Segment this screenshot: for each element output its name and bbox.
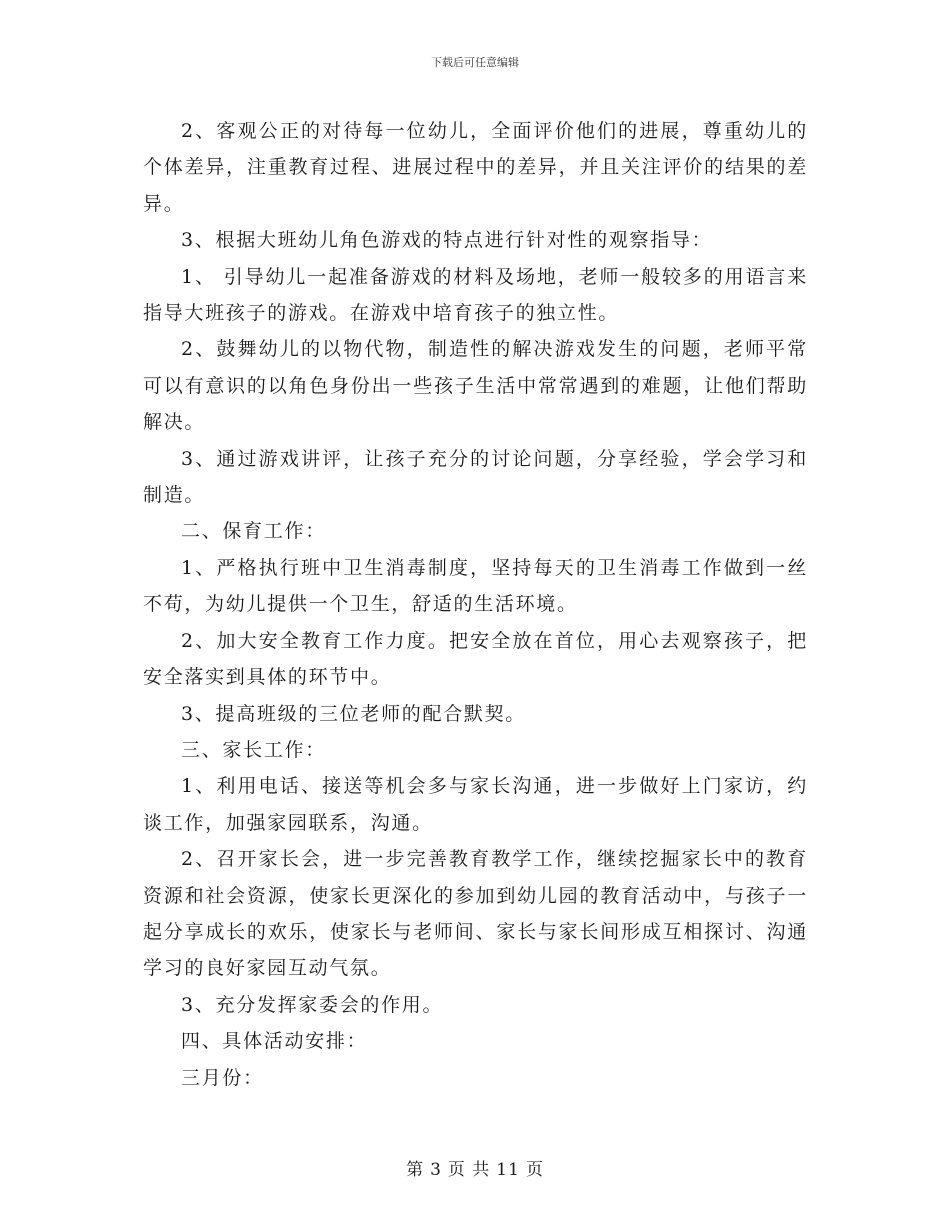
paragraph: 3、提高班级的三位老师的配合默契。 [181, 702, 526, 725]
section-heading: 二、保育工作： [181, 520, 326, 543]
page-number: 3 [430, 1160, 442, 1180]
page-footer [0, 1155, 950, 1180]
paragraph: 3、根据大班幼儿角色游戏的特点进行针对性的观察指导： [181, 229, 713, 252]
page-header: 下载后可任意编辑 [431, 56, 519, 69]
paragraph: 1、严格执行班中卫生消毒制度，坚持每天的卫生消毒工作做到一丝不苟，为幼儿提供一个卫生，舒适的生活环境。 [143, 556, 808, 616]
footer-middle: 页 共 [447, 1160, 491, 1180]
section-heading: 三、家长工作： [181, 738, 326, 761]
paragraph: 3、通过游戏讲评，让孩子充分的讨论问题，分享经验，学会学习和制造。 [143, 447, 808, 507]
footer-prefix: 第 [406, 1160, 425, 1180]
paragraph: 2、鼓舞幼儿的以物代物，制造性的解决游戏发生的问题，老师平常可以有意识的以角色身份出一些孩子生活中常常遇到的难题，让他们帮助解决。 [143, 338, 808, 434]
paragraph: 2、客观公正的对待每一位幼儿，全面评价他们的进展，尊重幼儿的个体差异，注重教育过程、进展过程中的差异，并且关注评价的结果的差异。 [143, 120, 808, 215]
paragraph: 2、召开家长会，进一步完善教育教学工作，继续挖掘家长中的教育资源和社会资源，使家长更深化的参加到幼儿园的教育活动中，与孩子一起分享成长的欢乐，使家长与老师间、家长与家长间形成互相探讨、沟通学习的良好家园互动气氛。 [143, 848, 808, 980]
document-body [143, 113, 808, 1096]
paragraph: 三月份： [181, 1066, 264, 1089]
section-heading: 四、具体活动安排： [181, 1030, 368, 1053]
paragraph: 1、利用电话、接送等机会多与家长沟通，进一步做好上门家访，约谈工作，加强家园联系，沟通。 [143, 775, 808, 834]
footer-suffix: 页 [525, 1160, 544, 1180]
paragraph: 2、加大安全教育工作力度。把安全放在首位，用心去观察孩子，把安全落实到具体的环节中。 [143, 629, 808, 689]
paragraph: 1、 引导幼儿一起准备游戏的材料及场地，老师一般较多的用语言来指导大班孩子的游戏。在游戏中培育孩子的独立性。 [143, 265, 808, 325]
paragraph: 3、充分发挥家委会的作用。 [181, 993, 444, 1016]
page-total: 11 [496, 1160, 520, 1180]
